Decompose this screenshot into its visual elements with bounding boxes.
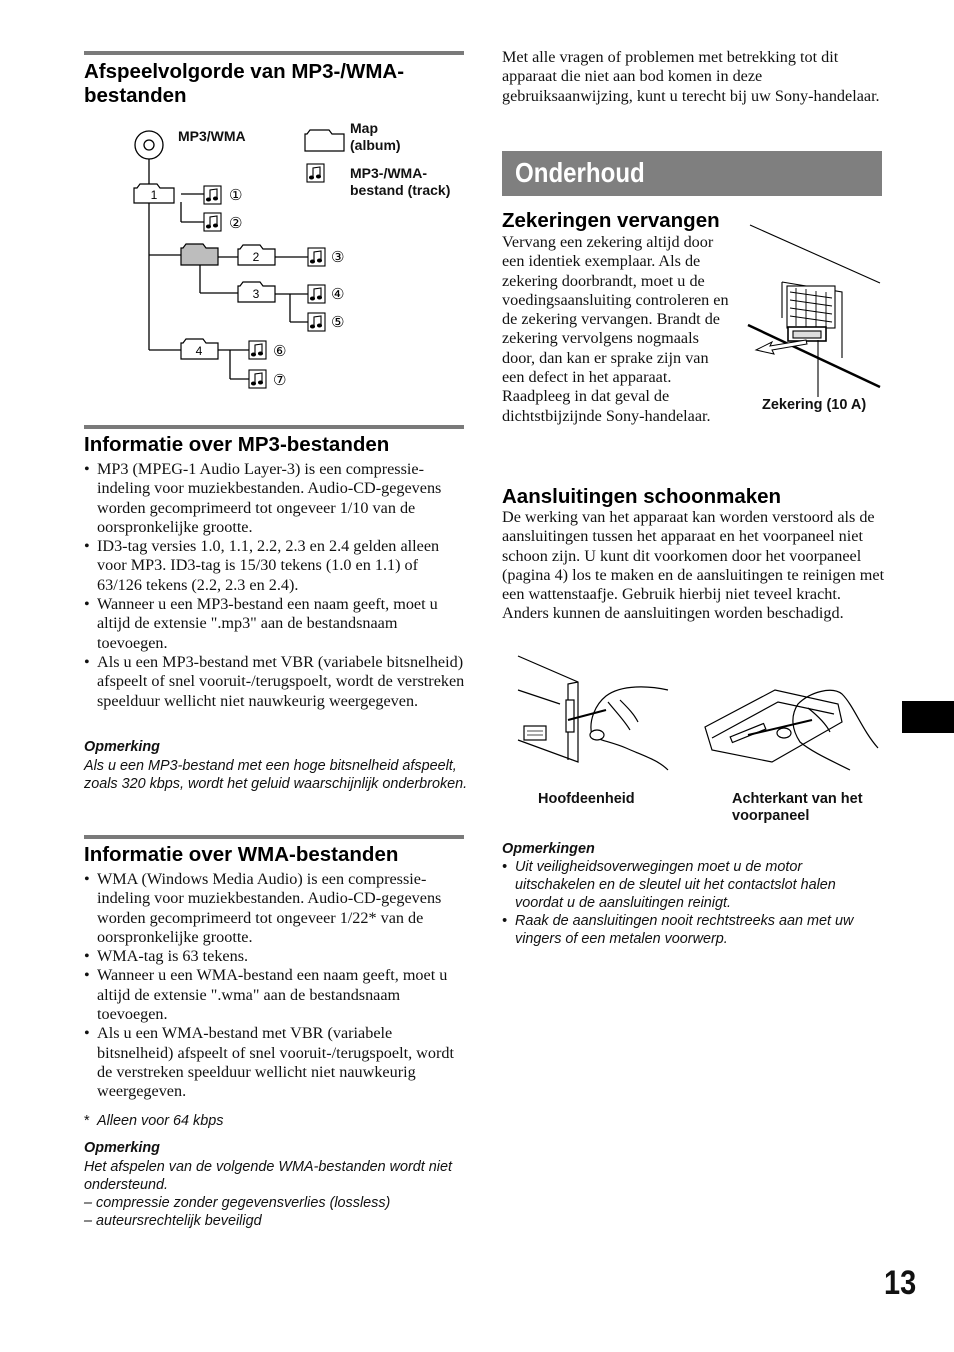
chapter-tab: [902, 701, 954, 733]
note-heading: Opmerking: [84, 739, 160, 755]
mp3-bullet-list: [84, 460, 466, 711]
note-text: Als u een MP3-bestand met een hoge bitsnelheid afspeelt, zoals 320 kbps, wordt het geluid waarschijnlijk onderbroken.: [84, 758, 468, 792]
heading-wma-info: Informatie over WMA-bestanden: [84, 843, 399, 866]
wma-bullet-list: [84, 870, 456, 1102]
note-text: – compressie zonder gegevensverlies (lossless): [84, 1195, 391, 1211]
note-text: – auteursrechtelijk beveiligd: [84, 1213, 262, 1229]
folder-label: 3: [252, 287, 260, 301]
folder-icon: [181, 244, 218, 265]
note-text: Het afspelen van de volgende WMA-bestanden wordt niet ondersteund.: [84, 1159, 452, 1193]
track-number: ①: [229, 186, 243, 204]
music-note-icon: [308, 313, 325, 331]
fuse-caption: Zekering (10 A): [762, 397, 867, 413]
track-number: ⑥: [273, 342, 287, 360]
list-item: • Als u een WMA-bestand met VBR (variabele bitsnelheid) afspeelt of snel vooruit-/terugspoelt, wordt de verstreken speelduur wellicht niet nauwkeurig weergegeven.: [84, 1024, 456, 1101]
track-number: ⑤: [331, 313, 345, 331]
disc-icon: [135, 131, 163, 159]
list-item: • MP3 (MPEG-1 Audio Layer-3) is een compressie-indeling voor muziekbestanden. Audio-CD-gegevens worden gecomprimeerd tot ongeveer 1/10 van de oorspronkelijke grootte.: [84, 460, 466, 537]
folder-label: 1: [150, 188, 158, 202]
footnote-text: Alleen voor 64 kbps: [97, 1113, 224, 1129]
music-note-icon: [204, 213, 221, 231]
list-item: • WMA-tag is 63 tekens.: [84, 947, 456, 966]
list-item: • WMA (Windows Media Audio) is een compressie-indeling voor muziekbestanden. Audio-CD-gegevens worden gecomprimeerd tot ongeveer 1/22* van de oorspronkelijke grootte.: [84, 870, 456, 947]
list-item: • Raak de aansluitingen nooit rechtstreeks aan met uw vingers of een metalen voorwerp.: [502, 912, 882, 948]
fuse-paragraph: Vervang een zekering altijd door een identiek exemplaar. Als de zekering doorbrandt, moet u de voedingsaansluiting controleren en de zekering vervangen. Brandt de zekering vervolgens nogmaals door, dan kan er sprake zijn van een defect in het apparaat. Raadpleeg in dat geval de dichtstbijzijnde Sony-handelaar.: [502, 233, 729, 425]
heading-replace-fuses: Zekeringen vervangen: [502, 209, 720, 232]
note-heading: Opmerking: [84, 1140, 160, 1156]
caption-main-unit: Hoofdeenheid: [538, 791, 635, 807]
footnote-mark: *: [84, 1113, 90, 1129]
heading-playback-order: Afspeelvolgorde van MP3-/WMA-bestanden: [84, 60, 405, 107]
fuse-illustration: [745, 222, 885, 397]
music-note-icon: [249, 370, 266, 388]
section-rule: [84, 425, 464, 429]
track-number: ③: [331, 248, 345, 266]
music-note-icon: [249, 341, 266, 359]
folder-label: 2: [252, 250, 260, 264]
clean-paragraph: De werking van het apparaat kan worden verstoord als de aansluitingen tussen het apparaat en het voorpaneel niet schoon zijn. U kunt dit voorkomen door het voorpaneel (pagina 4) los te maken en de aansluitingen te reinigen met een wattenstaafje. Gebruik hierbij niet teveel kracht. Anders kunnen de aansluitingen worden beschadigd.: [502, 508, 885, 623]
diagram-root-label: MP3/WMA: [178, 128, 246, 144]
track-number: ②: [229, 214, 243, 232]
maintenance-banner: [502, 151, 882, 196]
music-note-icon: [308, 248, 325, 266]
heading-mp3-info: Informatie over MP3-bestanden: [84, 433, 390, 456]
list-item: • Wanneer u een MP3-bestand een naam geeft, moet u altijd de extensie ".mp3" aan de bestandsnaam toevoegen.: [84, 595, 466, 653]
legend-track-label: MP3-/WMA-bestand (track): [350, 165, 451, 198]
folder-tree-diagram: [125, 115, 470, 400]
wma-note-block: [84, 1158, 469, 1230]
notes-list: [502, 858, 882, 948]
heading-clean-connectors: Aansluitingen schoonmaken: [502, 485, 782, 508]
music-note-icon: [308, 285, 325, 303]
folder-label: 4: [195, 344, 203, 358]
section-rule: [84, 51, 464, 55]
track-number: ④: [331, 285, 345, 303]
cleaning-illustration: [505, 652, 885, 777]
legend-folder-label: Map (album): [350, 120, 401, 153]
legend-track-icon: [307, 164, 324, 182]
section-rule: [84, 835, 464, 839]
legend-folder-icon: [305, 130, 344, 151]
notes-heading: Opmerkingen: [502, 841, 595, 857]
page-number: 13: [884, 1264, 917, 1302]
banner-title: Onderhoud: [515, 157, 645, 188]
intro-paragraph: Met alle vragen of problemen met betrekking tot dit apparaat die niet aan bod komen in deze gebruiksaanwijzing, kunt u terecht bij uw Sony-handelaar.: [502, 48, 880, 105]
list-item: • Uit veiligheidsoverwegingen moet u de motor uitschakelen en de sleutel uit het contactslot halen voordat u de aansluitingen reinigt.: [502, 858, 882, 912]
list-item: • Wanneer u een WMA-bestand een naam geeft, moet u altijd de extensie ".wma" aan de bestandsnaam toevoegen.: [84, 966, 456, 1024]
caption-front-panel: Achterkant van het voorpaneel: [732, 791, 863, 824]
music-note-icon: [204, 186, 221, 204]
list-item: • ID3-tag versies 1.0, 1.1, 2.2, 2.3 en 2.4 gelden alleen voor MP3. ID3-tag is 15/30 tekens (1.0 en 1.1) of 63/126 tekens (2.2, 2.3 en 2.4).: [84, 537, 466, 595]
track-number: ⑦: [273, 371, 287, 389]
list-item: • Als u een MP3-bestand met VBR (variabele bitsnelheid) afspeelt of snel vooruit-/terugspoelt, wordt de verstreken speelduur wellicht niet nauwkeurig weergegeven.: [84, 653, 466, 711]
